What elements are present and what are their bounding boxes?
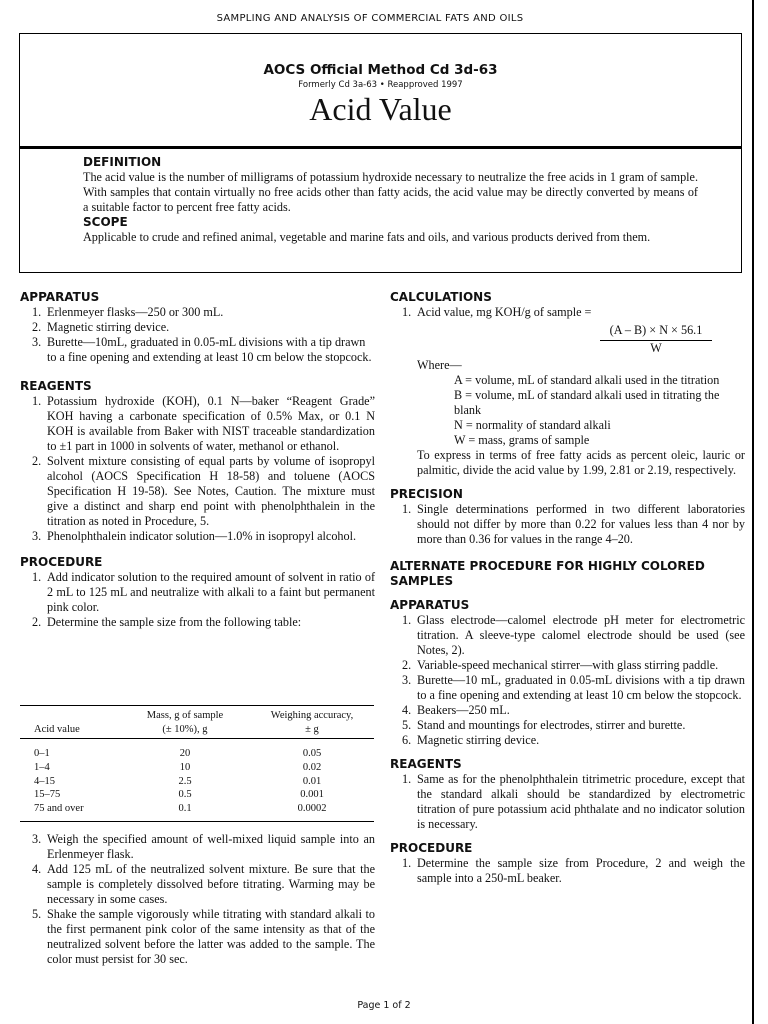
procedure-list-a [20,570,375,630]
alt-reagents-heading: REAGENTS [390,757,462,771]
where-label: Where— [417,358,462,372]
precision-heading: PRECISION [390,487,463,501]
alternate-heading: ALTERNATE PROCEDURE FOR HIGHLY COLORED SAMPLES [390,559,705,588]
list-item: 1. Erlenmeyer flasks—250 or 300 mL. [32,305,224,319]
procedure-heading: PROCEDURE [20,555,103,569]
definition-w: W = mass, grams of sample [454,433,590,447]
alt-reagents-list [390,772,745,832]
calculations-heading: CALCULATIONS [390,290,492,304]
reagents-list [20,394,375,544]
left-column-continued [20,832,375,967]
list-item: 1. Acid value, mg KOH/g of sample = [402,305,592,319]
list-item: 1. Add indicator solution to the required amount of solvent in ratio of 2 mL to 125 mL and neutralize with alkali to a faint but permanent pink color. [32,570,375,614]
method-revision: Formerly Cd 3a-63 • Reapproved 1997 [298,80,463,90]
right-column [390,290,745,886]
express-note: To express in terms of free fatty acids as percent oleic, lauric or palmitic, divide the acid value by 1.99, 2.81 or 2.19, respectively. [417,448,745,477]
table-header [20,706,374,739]
list-item: 4. Beakers—250 mL. [402,703,510,717]
col-mass-tol: (± 10%), g [162,724,208,735]
list-item: 3. Phenolphthalein indicator solution—1.0% in isopropyl alcohol. [32,529,357,543]
table-row: 0–1 20 0.05 [34,748,322,759]
definition-b: B = volume, mL of standard alkali used in titrating the blank [454,388,720,417]
definition-n: N = normality of standard alkali [454,418,611,432]
table-row: 4–15 2.5 0.01 [34,775,322,787]
precision-list [390,502,745,547]
list-item: 2. Variable-speed mechanical stirrer—with glass stirring paddle. [402,658,719,672]
col-acid-value: Acid value [34,724,80,735]
scope-heading: SCOPE [83,215,128,229]
alt-procedure-list [390,856,745,886]
page-title: Acid Value [309,91,452,127]
table-row: 15–75 0.5 0.001 [34,789,324,801]
title-box [19,33,742,273]
acid-value-formula [600,323,712,356]
col-mass: Mass, g of sample [146,710,224,721]
alt-apparatus-list [390,613,745,748]
definition-text: The acid value is the number of milligrams of potassium hydroxide necessary to neutralize the free acids in 1 gram of sample. With samples that contain virtually no free acids other than fatty acids, the acid value may be directly converted by means of a suitable factor to percent free fatty acids. [83,170,698,214]
list-item: 2. Magnetic stirring device. [32,320,170,334]
definition-a: A = volume, mL of standard alkali used in the titration [454,373,720,387]
formula-numerator: (A – B) × N × 56.1 [600,323,712,341]
reagents-heading: REAGENTS [20,379,92,393]
table-row: 1–4 10 0.02 [34,761,322,773]
list-item: 2. Determine the sample size from the following table: [32,615,302,629]
page-number: Page 1 of 2 [357,1000,411,1011]
list-item: 1. Single determinations performed in two different laboratories should not differ by more than 0.22 for values less than 4 nor by more than 0.36 for values in the range 4–20. [402,502,745,546]
alt-apparatus-heading: APPARATUS [390,598,470,612]
list-item: 1. Same as for the phenolphthalein titrimetric procedure, except that the standard alkali should be standardized by electrometric titration of pure potassium acid phthalate and no indicator solution is necessary. [402,772,745,831]
apparatus-list [20,305,375,365]
page-edge-rule [752,0,754,1024]
formula-denominator: W [650,341,662,355]
definition-scope-block [83,155,698,245]
method-number: AOCS Official Method Cd 3d-63 [263,62,498,78]
list-item: 5. Stand and mountings for electrodes, stirrer and burette. [402,718,686,732]
col-accuracy-unit: ± g [305,724,319,735]
scope-text: Applicable to crude and refined animal, vegetable and marine fats and oils, and various products derived from them. [83,230,651,244]
list-item: 5. Shake the sample vigorously while titrating with standard alkali to the first permanent pink color of the same intensity as that of the neutralized solvent before the latter was added to the sample. The color must persist for 30 sec. [32,907,375,966]
col-accuracy: Weighing accuracy, [270,710,354,721]
list-item: 1. Glass electrode—calomel electrode pH meter for electrometric titration. A sleeve-type calomel electrode should be used (see Notes, 2). [402,613,745,657]
alt-procedure-heading: PROCEDURE [390,841,473,855]
calculations-list [390,305,745,320]
list-item: 1. Potassium hydroxide (KOH), 0.1 N—baker “Reagent Grade” KOH having a carbonate specification of 0.5% Max, or 0.1 N KOH is available from Baker with NIST traceable standardization to ±1 part in 1000 in solvents of water, methanol or ethanol. [32,394,375,453]
list-item: 2. Solvent mixture consisting of equal parts by volume of isopropyl alcohol (AOCS Specification H 18-58) and toluene (AOCS Specification H 19-58). See Notes, Caution. The mixture must give a distinct and sharp end point with phenolphthalein in the titration as noted in Procedure, 5. [32,454,375,528]
list-item: 3. Weigh the specified amount of well-mixed liquid sample into an Erlenmeyer flask. [32,832,375,861]
procedure-list-b [20,832,375,967]
list-item: 4. Add 125 mL of the neutralized solvent mixture. Be sure that the sample is completely dissolved before titrating. Warming may be necessary in some cases. [32,862,375,906]
list-item: 3. Burette—10mL, graduated in 0.05-mL divisions with a tip drawn to a fine opening and extending at least 10 cm below the stopcock. [32,335,372,364]
definition-heading: DEFINITION [83,155,162,169]
apparatus-heading: APPARATUS [20,290,100,304]
variable-definitions [390,373,745,448]
running-head: SAMPLING AND ANALYSIS OF COMMERCIAL FATS AND OILS [216,13,524,24]
title-divider [20,146,741,149]
list-item: 1. Determine the sample size from Procedure, 2 and weigh the sample into a 250-mL beaker. [402,856,745,885]
list-item: 3. Burette—10 mL, graduated in 0.05-mL divisions with a tip drawn to a fine opening and extending at least 10 cm below the stopcock. [402,673,745,702]
sample-size-table [20,705,374,822]
list-item: 6. Magnetic stirring device. [402,733,540,747]
table-row: 75 and over 0.1 0.0002 [34,803,327,815]
left-column [20,290,375,630]
